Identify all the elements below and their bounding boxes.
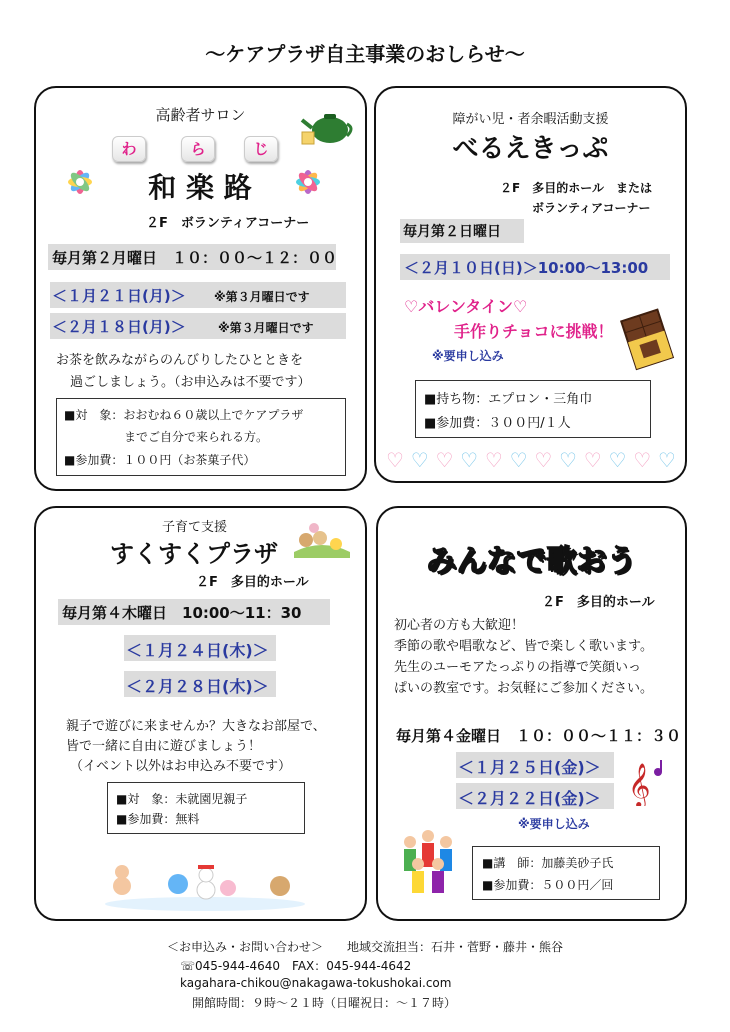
footer-email: kagahara-chikou@nakagawa-tokushokai.com <box>180 976 452 990</box>
utao-description-1: 初心者の方も大歓迎！ <box>394 618 525 633</box>
heart-icon: ♡ <box>410 448 429 472</box>
footer-hours: 開館時間：９時～２１時（日曜祝日：～１７時） <box>192 996 457 1010</box>
snow-animals-illustration <box>100 848 310 912</box>
sukusuku-subtitle: 子育て支援 <box>162 520 228 535</box>
sukusuku-description-3: （イベント以外はお申込み不要です） <box>70 759 292 774</box>
salon-info-2: までご自分で来られる方。 <box>64 430 269 444</box>
berue-apply: ※要申し込み <box>432 349 504 363</box>
chocolate-icon <box>620 306 676 372</box>
heart-icon: ♡ <box>608 448 627 472</box>
heart-icon: ♡ <box>583 448 602 472</box>
heart-icon: ♡ <box>484 448 503 472</box>
sukusuku-date-1: ＜１月２４日(木)＞ <box>126 641 269 660</box>
music-note-icon <box>626 758 670 806</box>
flower-icon <box>290 164 326 200</box>
heart-icon: ♡ <box>633 448 652 472</box>
utao-description-4: ぱいの教室です。お気軽にご参加ください。 <box>394 681 653 696</box>
sukusuku-info-1: ■対 象：未就園児親子 <box>116 792 248 806</box>
animals-illustration <box>292 512 352 560</box>
salon-schedule: 毎月第２月曜日 １０：００～１２：００ <box>52 249 338 267</box>
sukusuku-date-2: ＜２月２８日(木)＞ <box>126 677 269 696</box>
utao-date-2: ＜２月２２日(金)＞ <box>458 789 601 808</box>
heart-icon: ♡ <box>460 448 479 472</box>
berue-location-2: ボランティアコーナー <box>532 201 651 215</box>
utao-description-2: 季節の歌や唱歌など、皆で楽しく歌います。 <box>394 639 653 654</box>
tile-wa: わ <box>112 136 146 162</box>
salon-description-2: 過ごしましょう。（お申込みは不要です） <box>70 375 311 390</box>
berue-info-2: ■参加費：３００円/１人 <box>424 416 571 431</box>
berue-date: ＜２月１０日(日)＞10:00～13:00 <box>404 259 649 277</box>
footer-phone: ☏045-944-4640 FAX：045-944-4642 <box>180 959 412 973</box>
teapot-icon <box>300 102 356 146</box>
utao-schedule: 毎月第４金曜日 １０：００～１１：３０ <box>396 727 682 745</box>
heart-icon: ♡ <box>657 448 676 472</box>
salon-name: 和 楽 路 <box>148 171 252 204</box>
heart-icon: ♡ <box>509 448 528 472</box>
berue-location-1: ２F 多目的ホール または <box>500 181 652 195</box>
salon-date-2: ＜２月１８日(月)＞ <box>52 318 186 336</box>
sukusuku-schedule: 毎月第４木曜日 10:00～11：30 <box>62 604 302 622</box>
salon-date-2-note: ※第３月曜日です <box>218 321 314 335</box>
sukusuku-description-1: 親子で遊びに来ませんか？大きなお部屋で、 <box>66 719 326 734</box>
utao-description-3: 先生のユーモアたっぷりの指導で笑顔いっ <box>394 660 642 675</box>
tile-ji: じ <box>244 136 278 162</box>
footer-contact: ＜お申込み・お問い合わせ＞ 地域交流担当：石井・菅野・藤井・熊谷 <box>166 940 563 954</box>
berue-subtitle: 障がい児・者余暇活動支援 <box>452 112 609 127</box>
utao-info-1: ■講 師：加藤美砂子氏 <box>482 856 614 870</box>
singers-illustration <box>396 820 462 900</box>
heart-icon: ♡ <box>435 448 454 472</box>
hearts-row <box>386 448 676 472</box>
sukusuku-location: ２F 多目的ホール <box>196 575 309 590</box>
flower-icon <box>62 164 98 200</box>
page-title: ～ケアプラザ自主事業のおしらせ～ <box>205 42 525 66</box>
salon-info-3: ■参加費：１００円（お茶菓子代） <box>64 453 256 467</box>
utao-location: ２F 多目的ホール <box>542 595 655 610</box>
sukusuku-name: すくすくプラザ <box>110 540 278 568</box>
berue-schedule: 毎月第２日曜日 <box>403 224 501 240</box>
salon-info-1: ■対 象：おおむね６０歳以上でケアプラザ <box>64 408 304 422</box>
salon-description-1: お茶を飲みながらのんびりしたひとときを <box>56 353 304 368</box>
heart-icon: ♡ <box>534 448 553 472</box>
utao-apply: ※要申し込み <box>518 817 590 831</box>
sukusuku-info-2: ■参加費：無料 <box>116 812 200 826</box>
svg-text:𝄞: 𝄞 <box>628 763 651 806</box>
salon-subtitle: 高齢者サロン <box>155 106 246 124</box>
tile-ra: ら <box>181 136 215 162</box>
sukusuku-description-2: 皆で一緒に自由に遊びましょう！ <box>66 739 262 754</box>
heart-icon: ♡ <box>386 448 404 472</box>
utao-info-2: ■参加費：５００円／回 <box>482 878 614 892</box>
utao-date-1: ＜１月２５日(金)＞ <box>458 758 601 777</box>
salon-date-1: ＜１月２１日(月)＞ <box>52 287 186 305</box>
berue-info-1: ■持ち物：エプロン・三角巾 <box>424 392 593 407</box>
berue-name: べるえきっぷ <box>452 134 609 164</box>
berue-valentine-sub: 手作りチョコに挑戦！ <box>454 322 614 341</box>
salon-date-1-note: ※第３月曜日です <box>214 290 310 304</box>
heart-icon: ♡ <box>559 448 577 472</box>
berue-valentine: ♡バレンタイン♡ <box>404 297 528 316</box>
utao-name: みんなで歌おう <box>426 544 637 579</box>
salon-location: ２F ボランティアコーナー <box>146 216 310 231</box>
